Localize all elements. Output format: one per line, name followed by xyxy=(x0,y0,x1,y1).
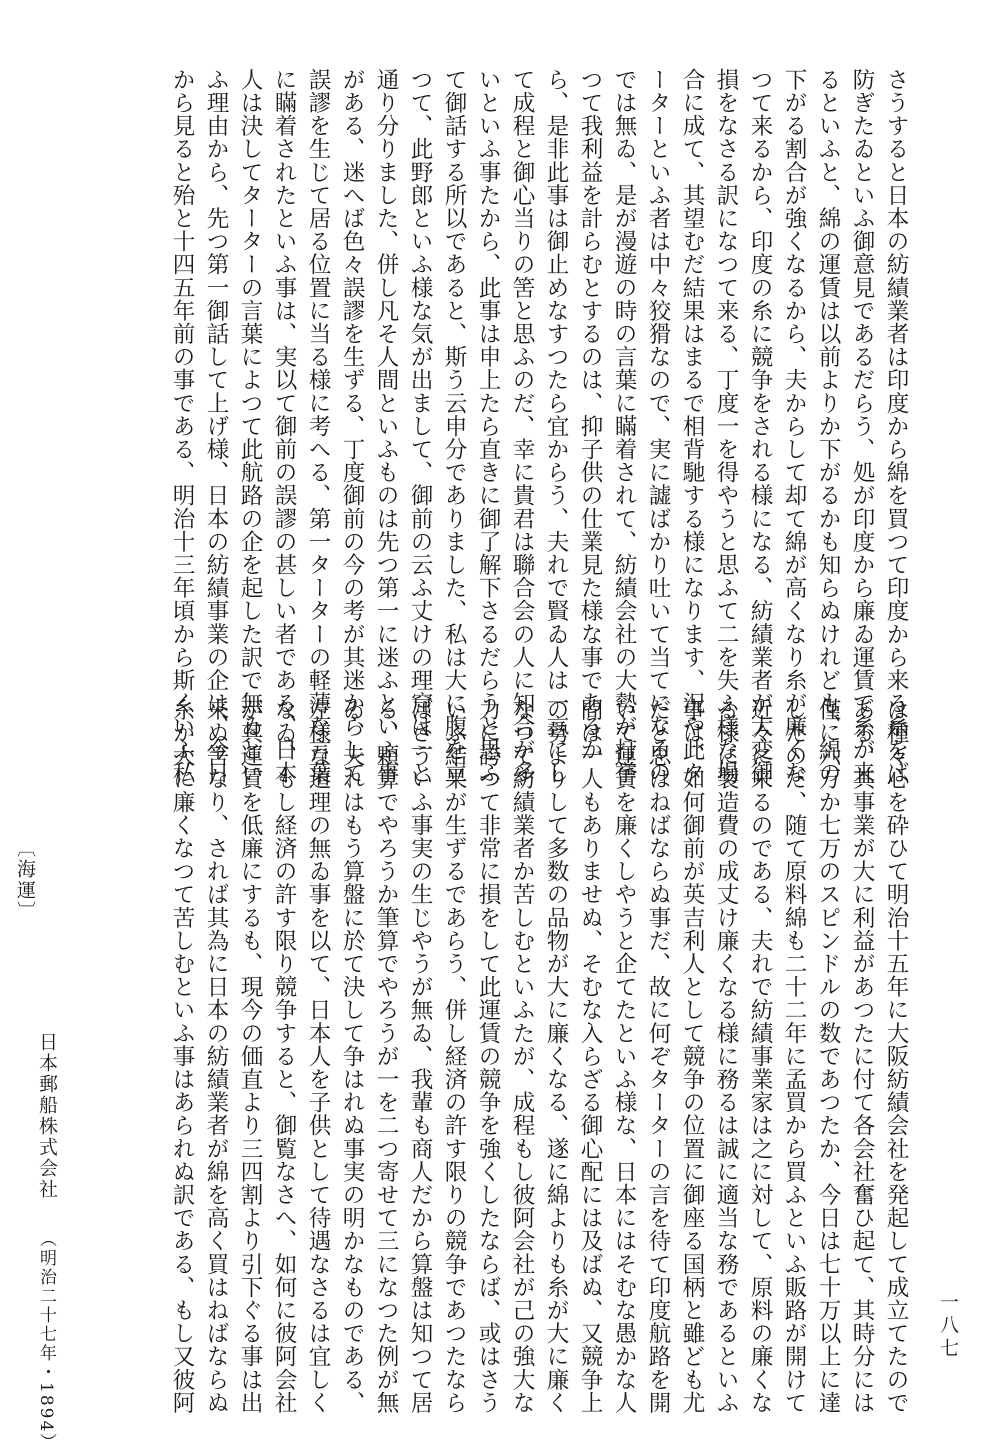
text-column: 下がる割合が強くなるから、夫からして却て綿が高くなり糸が廉くな xyxy=(781,68,807,785)
text-column: 事は、如何御前が英吉利人として競争の位置に御座る国柄と雖ども尤 xyxy=(679,698,705,1415)
text-column: 合に成て、其望むだ結果はまるで相背馳する様になります、況や此タ xyxy=(679,68,705,785)
text-column: ふ理由から、先つ第一御話して上げ様、日本の紡績事業の企は、今日 xyxy=(203,68,229,785)
text-column: 誤謬を生じて居る位置に当る様に考へる、第一ターターの軽薄な言葉 xyxy=(305,68,331,785)
text-column: るといふと、綿の運賃は以前よりか下がるかも知らぬけれども、綿の xyxy=(815,68,841,785)
text-column: ばさういふ事実の生じやうが無ゐ、我輩も商人だから算盤は知つて居 xyxy=(407,698,433,1415)
text-column: る様に製造費の成丈け廉くなる様に務るは誠に適当な務であるといふ xyxy=(713,698,739,1415)
text-column: 損をなさる訳になつて来る、丁度一を得やうと思ふて二を失ふ様な場 xyxy=(713,68,739,785)
text-column: では無ゐ、是が漫遊の時の言葉に瞞着されて、紡績会社の大勢が打挙 xyxy=(611,68,637,785)
text-column: ら、是非此事は御止めなすつたら宜からう、夫れで賢ゐ人は一言にし xyxy=(543,68,569,785)
text-column: 近々に来るのである、夫れで紡績事業家は之に対して、原料の廉くな xyxy=(747,698,773,1415)
text-column: なつて紡績業者か苦しむといふたが、成程もし彼阿会社が己の強大な xyxy=(509,698,535,1415)
text-block-upper xyxy=(169,68,913,785)
text-column: つて我利益を計らむとするのは、抑子供の仕業見た様な事であるか xyxy=(577,68,603,761)
text-column: 糸か大に廉くなつて苦しむといふ事はあられぬ訳である、もし又彼阿 xyxy=(169,698,195,1415)
text-column: 来ぬ筈なり、されば其為に日本の紡績業者が綿を高く買はねばならぬ xyxy=(203,698,229,1415)
text-column: て御話する所以であると、斯う云申分でありました、私は大に腹を立 xyxy=(441,68,467,785)
text-column: る、顆算でやろうか筆算でやろうが一を二つ寄せて三になつた例が無 xyxy=(373,698,399,1415)
text-column: ーターといふ者は中々狡猾なので、実に譃ばかり吐いて当てになるの xyxy=(645,68,671,785)
text-column: つて、此野郎といふ様な気が出まして、御前の云ふ丈けの理窟は一と xyxy=(407,68,433,785)
text-column: がある、迷へば色々誤謬を生ずる、丁度御前の今の考が其迷からして xyxy=(339,68,365,785)
text-column: 通り分りました、併し凡そ人間といふものは先つ第一に迷ふといふ事 xyxy=(373,68,399,785)
text-column: さうすると日本の紡績業者は印度から綿を買つて印度から来る糸をば xyxy=(883,68,909,785)
text-column: なゐ、もし経済の許す限り競争すると、御覧なさへ、如何に彼阿会社 xyxy=(271,698,297,1415)
text-column: ゐ、夫れはもう算盤に於て決して争はれぬ事実の明かなものである、 xyxy=(339,698,365,1415)
text-column: から見ると殆と十四五年前の事である、明治十三年頃から斯くいふ私 xyxy=(169,68,195,785)
running-footer-date: （明治二十七年・1894） xyxy=(36,1230,56,1452)
text-column: 防ぎたゐといふ御意見であるだらう、処が印度から廉ゐ運賃で糸が来 xyxy=(849,68,875,785)
running-footer-section: 〔海運〕 xyxy=(14,838,36,922)
text-column: いといふ事たから、此事は申上たら直きに御了解下さるだらうと思ふ xyxy=(475,68,501,785)
text-column: いて運賃を廉くしやうと企てたといふ様な、日本にはそむな愚かな人 xyxy=(611,698,637,1415)
text-column: 力に誇つて非常に損をして此運賃の競争を強くしたならば、或はさう xyxy=(475,698,501,1415)
text-column: 間は一人もありませぬ、そむな入らざる御心配には及ばぬ、又競争上 xyxy=(577,698,603,1415)
text-column: 左様な道理の無ゐ事を以て、日本人を子供として待遇なさるは宜しく xyxy=(305,698,331,1415)
text-column: て成程と御心当りの筈と思ふのだ、幸に貴君は聯合会の人に知合が多 xyxy=(509,68,535,785)
text-column: したのだ、随て原料綿も二十二年に孟買から買ふといふ販路が開けて xyxy=(781,698,807,1415)
text-column: 人は決してターターの言葉によつて此航路の企を起した訳で無ゐとい xyxy=(237,68,263,785)
page-number: 一八七 xyxy=(937,1292,959,1361)
text-block-lower xyxy=(169,698,913,1415)
text-column: が其運賃を低廉にするも、現今の価直より三四割より引下ぐる事は出 xyxy=(237,698,263,1415)
text-column: に瞞着されたといふ事は、実以て御前の誤謬の甚しい者である、日本 xyxy=(271,68,297,785)
text-column: いふ結果が生ずるであらう、併し経済の許す限りの競争であつたなら xyxy=(441,698,467,1415)
running-footer-company: 日本郵船株式会社 xyxy=(36,1032,58,1200)
text-column: の勢よりして多数の品物が大に廉くなる、遂に綿よりも糸が大に廉く xyxy=(543,698,569,1415)
text-column: ある、其事業が大に利益があつたに付て各会社奮ひ起て、其時分には xyxy=(849,698,875,1415)
text-column: 僅に六万か七万のスピンドルの数であつたか、今日は七十万以上に達 xyxy=(815,698,841,1415)
text-column: だと思はねばならぬ事だ、故に何ぞターターの言を待て印度航路を開 xyxy=(645,698,671,1415)
text-column: つて来るから、印度の糸に競争をされる様になる、紡績業者が大変御 xyxy=(747,68,773,785)
text-column: は種々心を砕ひて明治十五年に大阪紡績会社を発起して成立てたので xyxy=(883,698,909,1415)
